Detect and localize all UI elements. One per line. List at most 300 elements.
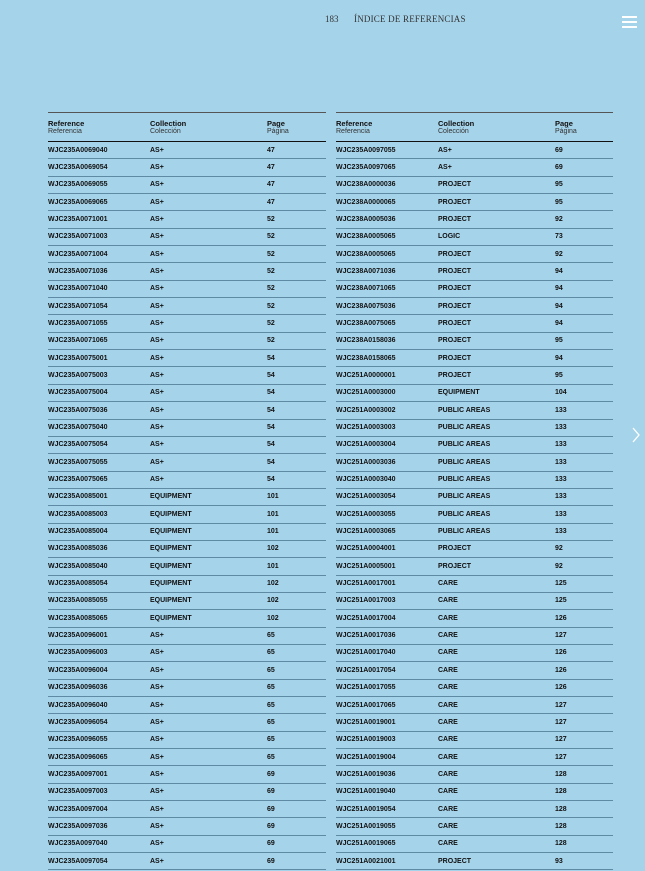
- table-row: [336, 506, 613, 523]
- table-row: [48, 541, 326, 558]
- cell-reference: WJC235A0071040: [48, 285, 108, 293]
- table-row: [336, 749, 613, 766]
- cell-collection: PROJECT: [438, 562, 472, 570]
- cell-reference: WJC251A0019001: [336, 718, 396, 726]
- cell-reference: WJC235A0097004: [48, 805, 108, 813]
- page-header: [0, 14, 645, 28]
- table-row: [336, 263, 613, 280]
- cell-reference: WJC238A0158065: [336, 354, 396, 362]
- cell-collection: AS+: [150, 701, 164, 709]
- cell-page: 95: [555, 181, 563, 189]
- cell-page: 69: [267, 857, 275, 865]
- cell-reference: WJC251A0017003: [336, 597, 396, 605]
- cell-reference: WJC235A0096004: [48, 666, 108, 674]
- cell-collection: EQUIPMENT: [150, 562, 192, 570]
- cell-reference: WJC235A0075003: [48, 371, 108, 379]
- cell-reference: WJC238A0071036: [336, 267, 396, 275]
- cell-page: 69: [555, 163, 563, 171]
- cell-collection: AS+: [150, 753, 164, 761]
- cell-page: 94: [555, 302, 563, 310]
- table-row: [336, 385, 613, 402]
- cell-reference: WJC235A0075001: [48, 354, 108, 362]
- cell-collection: CARE: [438, 840, 458, 848]
- table-row: [336, 576, 613, 593]
- cell-collection: PUBLIC AREAS: [438, 528, 491, 536]
- table-row: [48, 298, 326, 315]
- cell-reference: WJC235A0096003: [48, 649, 108, 657]
- reference-table-left: [48, 112, 326, 870]
- cell-page: 133: [555, 406, 567, 414]
- table-row: [48, 472, 326, 489]
- cell-page: 102: [267, 597, 279, 605]
- cell-collection: CARE: [438, 736, 458, 744]
- table-row: [336, 350, 613, 367]
- table-row: [336, 784, 613, 801]
- table-row: [48, 801, 326, 818]
- cell-page: 69: [267, 770, 275, 778]
- table-row: [48, 159, 326, 176]
- cell-page: 128: [555, 840, 567, 848]
- cell-page: 47: [267, 163, 275, 171]
- table-row: [336, 680, 613, 697]
- cell-reference: WJC235A0097065: [336, 163, 396, 171]
- table-row: [48, 818, 326, 835]
- cell-page: 92: [555, 250, 563, 258]
- cell-collection: PROJECT: [438, 319, 472, 327]
- cell-collection: PROJECT: [438, 302, 472, 310]
- cell-reference: WJC251A0019040: [336, 788, 396, 796]
- header-collection: Collection Colección: [150, 119, 187, 135]
- cell-reference: WJC235A0069040: [48, 146, 108, 154]
- table-row: [48, 281, 326, 298]
- cell-reference: WJC238A0000065: [336, 198, 396, 206]
- table-row: [336, 315, 613, 332]
- cell-reference: WJC251A0019004: [336, 753, 396, 761]
- cell-collection: AS+: [150, 198, 164, 206]
- cell-page: 133: [555, 493, 567, 501]
- cell-reference: WJC235A0097001: [48, 770, 108, 778]
- cell-reference: WJC235A0069055: [48, 181, 108, 189]
- table-row: [336, 177, 613, 194]
- cell-reference: WJC238A0000036: [336, 181, 396, 189]
- header-page: Page Página: [267, 119, 289, 135]
- cell-page: 69: [267, 822, 275, 830]
- cell-reference: WJC251A0003054: [336, 493, 396, 501]
- table-row: [336, 142, 613, 159]
- cell-collection: CARE: [438, 788, 458, 796]
- cell-reference: WJC235A0085036: [48, 545, 108, 553]
- table-row: [336, 472, 613, 489]
- cell-page: 128: [555, 822, 567, 830]
- cell-collection: PUBLIC AREAS: [438, 458, 491, 466]
- cell-collection: AS+: [150, 163, 164, 171]
- cell-reference: WJC235A0075036: [48, 406, 108, 414]
- cell-reference: WJC235A0071055: [48, 319, 108, 327]
- cell-collection: AS+: [150, 302, 164, 310]
- cell-collection: PROJECT: [438, 337, 472, 345]
- cell-reference: WJC235A0071036: [48, 267, 108, 275]
- cell-collection: EQUIPMENT: [150, 597, 192, 605]
- cell-reference: WJC238A0005065: [336, 233, 396, 241]
- cell-page: 52: [267, 267, 275, 275]
- cell-page: 52: [267, 319, 275, 327]
- page-title: ÍNDICE DE REFERENCIAS: [354, 14, 466, 24]
- cell-page: 93: [555, 857, 563, 865]
- page-number: 183: [325, 14, 339, 24]
- table-row: [336, 420, 613, 437]
- cell-collection: PROJECT: [438, 215, 472, 223]
- table-row: [336, 593, 613, 610]
- cell-reference: WJC235A0085001: [48, 493, 108, 501]
- cell-collection: AS+: [150, 215, 164, 223]
- cell-collection: EQUIPMENT: [150, 510, 192, 518]
- cell-reference: WJC235A0096001: [48, 632, 108, 640]
- cell-reference: WJC251A0000001: [336, 371, 396, 379]
- cell-reference: WJC251A0017004: [336, 614, 396, 622]
- table-row: [336, 367, 613, 384]
- cell-collection: PROJECT: [438, 250, 472, 258]
- header-collection: Collection Colección: [438, 119, 475, 135]
- cell-collection: EQUIPMENT: [150, 614, 192, 622]
- cell-page: 102: [267, 545, 279, 553]
- cell-reference: WJC251A0017054: [336, 666, 396, 674]
- cell-reference: WJC251A0003004: [336, 441, 396, 449]
- cell-page: 65: [267, 649, 275, 657]
- cell-page: 92: [555, 545, 563, 553]
- cell-collection: AS+: [150, 822, 164, 830]
- cell-page: 54: [267, 406, 275, 414]
- cell-reference: WJC235A0096054: [48, 718, 108, 726]
- table-row: [48, 315, 326, 332]
- table-row: [336, 298, 613, 315]
- cell-collection: CARE: [438, 718, 458, 726]
- cell-page: 94: [555, 267, 563, 275]
- table-row: [48, 367, 326, 384]
- cell-collection: PROJECT: [438, 354, 472, 362]
- cell-page: 65: [267, 753, 275, 761]
- table-row: [336, 645, 613, 662]
- table-body: [336, 142, 613, 870]
- cell-reference: WJC251A0003000: [336, 389, 396, 397]
- table-row: [48, 420, 326, 437]
- cell-page: 101: [267, 562, 279, 570]
- table-row: [48, 662, 326, 679]
- cell-collection: PUBLIC AREAS: [438, 476, 491, 484]
- cell-reference: WJC235A0075065: [48, 476, 108, 484]
- cell-collection: PROJECT: [438, 285, 472, 293]
- cell-reference: WJC251A0017036: [336, 632, 396, 640]
- table-row: [336, 836, 613, 853]
- cell-page: 94: [555, 319, 563, 327]
- cell-reference: WJC235A0097055: [336, 146, 396, 154]
- table-row: [336, 402, 613, 419]
- cell-reference: WJC235A0085004: [48, 528, 108, 536]
- cell-page: 47: [267, 146, 275, 154]
- table-row: [48, 437, 326, 454]
- cell-reference: WJC251A0019065: [336, 840, 396, 848]
- table-row: [336, 454, 613, 471]
- table-row: [336, 714, 613, 731]
- cell-page: 104: [555, 389, 567, 397]
- cell-page: 133: [555, 476, 567, 484]
- cell-reference: WJC235A0071004: [48, 250, 108, 258]
- cell-collection: CARE: [438, 580, 458, 588]
- cell-reference: WJC235A0071001: [48, 215, 108, 223]
- cell-reference: WJC251A0017065: [336, 701, 396, 709]
- cell-page: 69: [267, 805, 275, 813]
- table-row: [48, 836, 326, 853]
- cell-reference: WJC251A0019054: [336, 805, 396, 813]
- cell-collection: LOGIC: [438, 233, 461, 241]
- cell-reference: WJC251A0017001: [336, 580, 396, 588]
- cell-collection: AS+: [150, 476, 164, 484]
- cell-collection: CARE: [438, 770, 458, 778]
- cell-collection: AS+: [150, 857, 164, 865]
- cell-collection: EQUIPMENT: [150, 580, 192, 588]
- cell-collection: AS+: [150, 770, 164, 778]
- cell-reference: WJC235A0075055: [48, 458, 108, 466]
- cell-reference: WJC235A0097036: [48, 822, 108, 830]
- table-row: [48, 350, 326, 367]
- cell-reference: WJC235A0096036: [48, 684, 108, 692]
- cell-page: 133: [555, 528, 567, 536]
- cell-page: 133: [555, 510, 567, 518]
- cell-collection: AS+: [150, 406, 164, 414]
- cell-page: 127: [555, 701, 567, 709]
- cell-reference: WJC238A0005065: [336, 250, 396, 258]
- cell-page: 52: [267, 250, 275, 258]
- cell-page: 133: [555, 424, 567, 431]
- cell-collection: CARE: [438, 614, 458, 622]
- table-row: [48, 194, 326, 211]
- cell-page: 69: [555, 146, 563, 154]
- cell-page: 95: [555, 198, 563, 206]
- cell-reference: WJC235A0096055: [48, 736, 108, 744]
- table-header: [48, 113, 326, 142]
- cell-collection: CARE: [438, 701, 458, 709]
- table-row: [336, 489, 613, 506]
- cell-page: 54: [267, 424, 275, 431]
- table-row: [48, 610, 326, 627]
- cell-collection: EQUIPMENT: [150, 545, 192, 553]
- cell-collection: CARE: [438, 753, 458, 761]
- cell-collection: PUBLIC AREAS: [438, 510, 491, 518]
- cell-page: 127: [555, 753, 567, 761]
- table-row: [48, 853, 326, 870]
- cell-reference: WJC235A0071065: [48, 337, 108, 345]
- table-row: [336, 159, 613, 176]
- table-row: [336, 801, 613, 818]
- cell-page: 65: [267, 701, 275, 709]
- table-row: [48, 645, 326, 662]
- cell-collection: AS+: [150, 146, 164, 154]
- table-row: [336, 558, 613, 575]
- cell-reference: WJC235A0069054: [48, 163, 108, 171]
- table-row: [48, 506, 326, 523]
- hamburger-menu-icon[interactable]: [622, 16, 638, 30]
- table-row: [336, 662, 613, 679]
- table-row: [336, 246, 613, 263]
- cell-reference: WJC235A0097003: [48, 788, 108, 796]
- cell-collection: AS+: [150, 267, 164, 275]
- table-row: [48, 593, 326, 610]
- table-row: [336, 437, 613, 454]
- cell-collection: PROJECT: [438, 267, 472, 275]
- cell-reference: WJC251A0003055: [336, 510, 396, 518]
- table-row: [48, 142, 326, 159]
- cell-page: 69: [267, 840, 275, 848]
- table-row: [336, 333, 613, 350]
- cell-collection: AS+: [150, 458, 164, 466]
- cell-reference: WJC235A0085054: [48, 580, 108, 588]
- cell-collection: AS+: [150, 441, 164, 449]
- cell-page: 65: [267, 736, 275, 744]
- cell-collection: AS+: [150, 718, 164, 726]
- table-row: [48, 628, 326, 645]
- cell-collection: PROJECT: [438, 181, 472, 189]
- cell-collection: AS+: [150, 250, 164, 258]
- cell-reference: WJC235A0071003: [48, 233, 108, 241]
- table-row: [336, 194, 613, 211]
- header-reference: Reference Referencia: [336, 119, 373, 135]
- cell-collection: AS+: [150, 319, 164, 327]
- header-reference: Reference Referencia: [48, 119, 85, 135]
- cell-reference: WJC251A0005001: [336, 562, 396, 570]
- cell-page: 125: [555, 597, 567, 605]
- table-row: [336, 541, 613, 558]
- table-row: [48, 766, 326, 783]
- cell-collection: AS+: [150, 389, 164, 397]
- cell-reference: WJC238A0071065: [336, 285, 396, 293]
- cell-collection: CARE: [438, 666, 458, 674]
- chevron-right-icon[interactable]: [630, 425, 642, 445]
- table-row: [48, 749, 326, 766]
- cell-page: 54: [267, 441, 275, 449]
- cell-reference: WJC235A0085003: [48, 510, 108, 518]
- cell-reference: WJC235A0071054: [48, 302, 108, 310]
- cell-collection: AS+: [150, 285, 164, 293]
- table-row: [48, 229, 326, 246]
- cell-reference: WJC235A0075054: [48, 441, 108, 449]
- cell-page: 52: [267, 302, 275, 310]
- cell-collection: AS+: [150, 684, 164, 692]
- cell-page: 95: [555, 371, 563, 379]
- cell-page: 101: [267, 510, 279, 518]
- cell-reference: WJC235A0075004: [48, 389, 108, 397]
- cell-page: 47: [267, 181, 275, 189]
- cell-page: 52: [267, 215, 275, 223]
- cell-collection: CARE: [438, 805, 458, 813]
- cell-reference: WJC238A0075036: [336, 302, 396, 310]
- cell-collection: CARE: [438, 684, 458, 692]
- cell-page: 102: [267, 580, 279, 588]
- table-row: [336, 853, 613, 870]
- cell-reference: WJC238A0075065: [336, 319, 396, 327]
- cell-page: 54: [267, 371, 275, 379]
- cell-collection: AS+: [150, 371, 164, 379]
- cell-collection: AS+: [150, 805, 164, 813]
- cell-page: 65: [267, 684, 275, 692]
- table-row: [48, 177, 326, 194]
- cell-page: 101: [267, 528, 279, 536]
- cell-page: 73: [555, 233, 563, 241]
- cell-reference: WJC235A0069065: [48, 198, 108, 206]
- cell-reference: WJC235A0096065: [48, 753, 108, 761]
- cell-collection: CARE: [438, 822, 458, 830]
- cell-reference: WJC251A0017055: [336, 684, 396, 692]
- cell-page: 133: [555, 458, 567, 466]
- table-row: [48, 333, 326, 350]
- cell-collection: AS+: [150, 233, 164, 241]
- table-row: [336, 628, 613, 645]
- cell-reference: WJC251A0003003: [336, 424, 396, 431]
- cell-reference: WJC238A0158036: [336, 337, 396, 345]
- cell-collection: AS+: [438, 146, 452, 154]
- cell-reference: WJC235A0085055: [48, 597, 108, 605]
- cell-collection: PUBLIC AREAS: [438, 441, 491, 449]
- table-row: [48, 385, 326, 402]
- table-row: [48, 263, 326, 280]
- cell-reference: WJC238A0005036: [336, 215, 396, 223]
- cell-page: 52: [267, 233, 275, 241]
- cell-reference: WJC251A0003040: [336, 476, 396, 484]
- table-row: [48, 489, 326, 506]
- cell-reference: WJC235A0075040: [48, 424, 108, 431]
- cell-reference: WJC251A0003036: [336, 458, 396, 466]
- cell-page: 128: [555, 770, 567, 778]
- reference-table-right: [336, 112, 613, 870]
- cell-reference: WJC251A0021001: [336, 857, 396, 865]
- cell-page: 127: [555, 718, 567, 726]
- table-row: [336, 610, 613, 627]
- table-row: [48, 732, 326, 749]
- cell-page: 125: [555, 580, 567, 588]
- table-row: [336, 732, 613, 749]
- cell-page: 54: [267, 389, 275, 397]
- cell-collection: EQUIPMENT: [150, 528, 192, 536]
- cell-page: 95: [555, 337, 563, 345]
- cell-collection: AS+: [150, 840, 164, 848]
- table-row: [48, 558, 326, 575]
- cell-collection: AS+: [150, 649, 164, 657]
- cell-page: 126: [555, 614, 567, 622]
- cell-reference: WJC251A0003002: [336, 406, 396, 414]
- cell-page: 133: [555, 441, 567, 449]
- cell-reference: WJC251A0003065: [336, 528, 396, 536]
- cell-collection: AS+: [150, 736, 164, 744]
- header-page: Page Página: [555, 119, 577, 135]
- cell-collection: PUBLIC AREAS: [438, 406, 491, 414]
- cell-page: 92: [555, 215, 563, 223]
- cell-page: 102: [267, 614, 279, 622]
- cell-page: 65: [267, 632, 275, 640]
- cell-page: 127: [555, 736, 567, 744]
- table-row: [48, 697, 326, 714]
- cell-collection: AS+: [150, 666, 164, 674]
- cell-collection: PROJECT: [438, 545, 472, 553]
- table-row: [336, 818, 613, 835]
- cell-collection: CARE: [438, 597, 458, 605]
- table-row: [48, 454, 326, 471]
- cell-page: 126: [555, 666, 567, 674]
- cell-reference: WJC235A0085065: [48, 614, 108, 622]
- table-row: [48, 576, 326, 593]
- cell-collection: EQUIPMENT: [150, 493, 192, 501]
- table-row: [48, 402, 326, 419]
- table-row: [48, 714, 326, 731]
- cell-reference: WJC251A0004001: [336, 545, 396, 553]
- cell-page: 128: [555, 805, 567, 813]
